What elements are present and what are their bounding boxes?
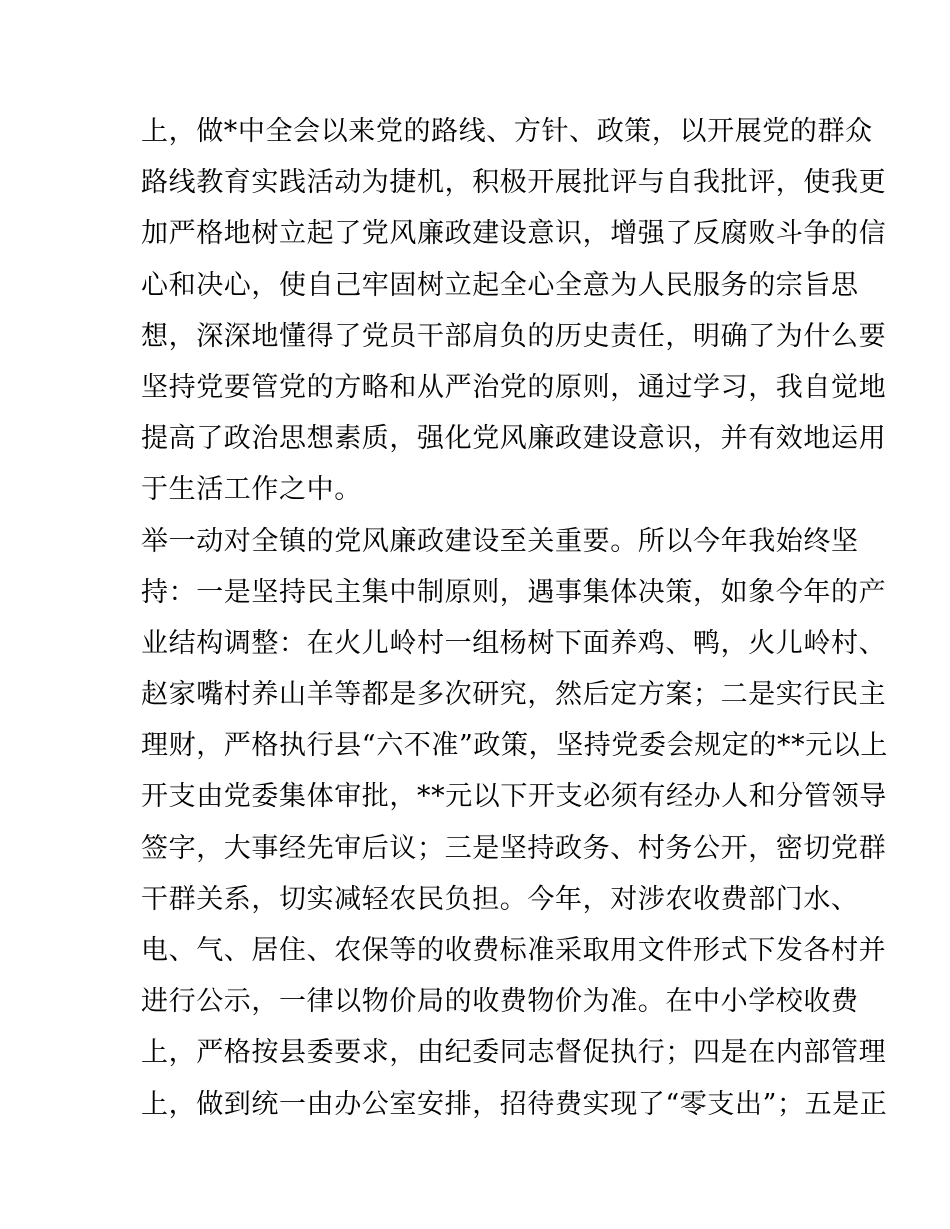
body-text	[141, 106, 889, 1130]
text-line: 提高了政治思想素质，强化党风廉政建设意识，并有效地运用	[141, 423, 887, 455]
text-line: 赵家嘴村养山羊等都是多次研究，然后定方案；二是实行民主	[141, 679, 887, 711]
text-line: 理财，严格执行县“六不准”政策，坚持党委会规定的**元以上	[141, 730, 889, 762]
text-line: 路线教育实践活动为捷机，积极开展批评与自我批评，使我更	[141, 167, 887, 199]
text-line: 签字，大事经先审后议；三是坚持政务、村务公开，密切党群	[141, 832, 887, 864]
text-line: 想，深深地懂得了党员干部肩负的历史责任，明确了为什么要	[141, 320, 887, 352]
text-line: 上，做*中全会以来党的路线、方针、政策，以开展党的群众	[141, 116, 873, 147]
text-line: 进行公示，一律以物价局的收费物价为准。在中小学校收费	[141, 986, 859, 1018]
text-line: 持：一是坚持民主集中制原则，遇事集体决策，如象今年的产	[141, 576, 887, 608]
text-line: 坚持党要管党的方略和从严治党的原则，通过学习，我自觉地	[141, 371, 887, 403]
text-line: 于生活工作之中。	[141, 474, 362, 506]
text-line: 上，严格按县委要求，由纪委同志督促执行；四是在内部管理	[141, 1037, 887, 1069]
text-line: 电、气、居住、农保等的收费标准采取用文件形式下发各村并	[141, 935, 887, 966]
text-line: 举一动对全镇的党风廉政建设至关重要。所以今年我始终坚	[141, 525, 859, 557]
text-line: 上，做到统一由办公室安排，招待费实现了“零支出”；五是正	[141, 1088, 888, 1120]
text-line: 心和决心，使自己牢固树立起全心全意为人民服务的宗旨思	[141, 269, 859, 301]
text-line: 业结构调整：在火儿岭村一组杨树下面养鸡、鸭，火儿岭村、	[141, 627, 887, 659]
text-line: 加严格地树立起了党风廉政建设意识，增强了反腐败斗争的信	[141, 218, 887, 250]
text-line: 干群关系，切实减轻农民负担。今年，对涉农收费部门水、	[141, 883, 859, 915]
text-line: 开支由党委集体审批，**元以下开支必须有经办人和分管领导	[141, 781, 887, 813]
